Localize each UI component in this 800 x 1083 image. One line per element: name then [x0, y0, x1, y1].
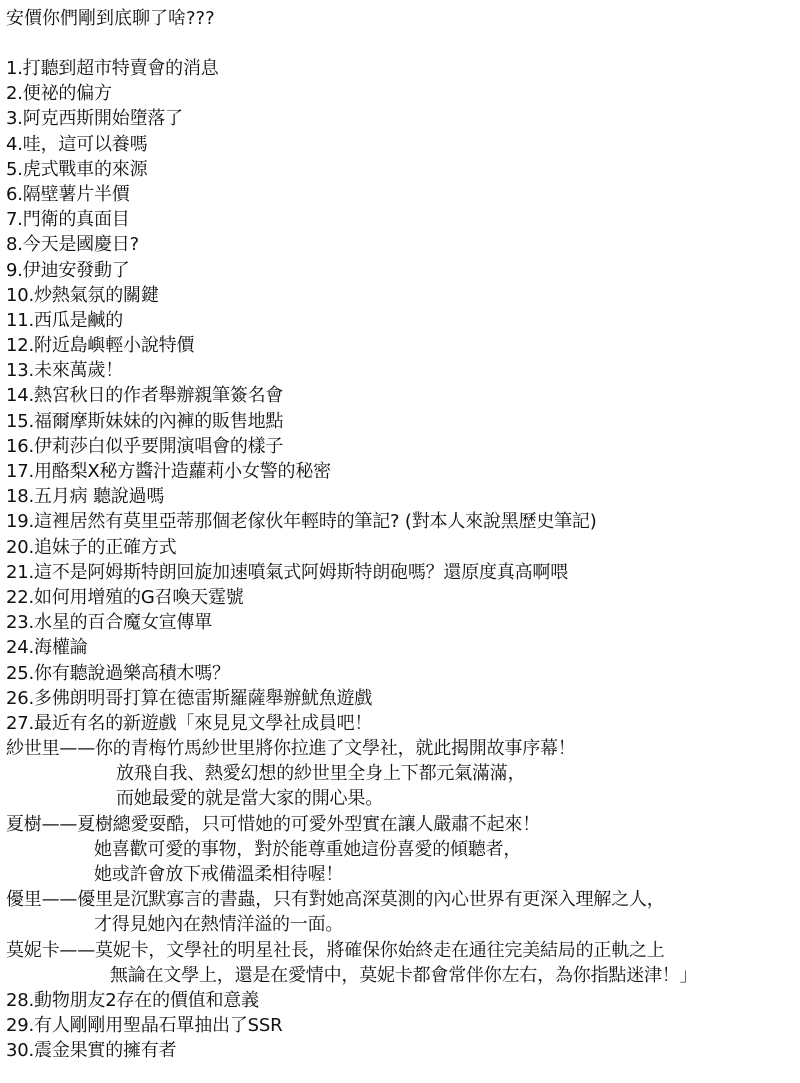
list-item: 16.伊莉莎白似乎要開演唱會的樣子 [6, 435, 284, 457]
list-item: 3.阿克西斯開始墮落了 [6, 108, 183, 130]
list-item: 7.門衛的真面目 [6, 209, 130, 231]
list-item: 12.附近島嶼輕小說特價 [6, 335, 195, 357]
topic-list [6, 56, 800, 1064]
list-item: 25.你有聽說過樂高積木嗎？ [6, 662, 230, 684]
list-item: 13.未來萬歲！ [6, 360, 124, 382]
list-item: 8.今天是國慶日? [6, 234, 139, 256]
character-entry-yuri: 優里——優里是沉默寡言的書蟲，只有對她高深莫測的內心世界有更深入理解之人， [6, 889, 665, 911]
list-item: 21.這不是阿姆斯特朗回旋加速噴氣式阿姆斯特朗砲嗎？還原度真高啊喂 [6, 561, 569, 583]
list-item: 22.如何用增殖的G召喚天霆號 [6, 586, 244, 608]
list-item: 30.震金果實的擁有者 [6, 1040, 177, 1062]
list-item: 19.這裡居然有莫里亞蒂那個老傢伙年輕時的筆記? (對本人來說黑歷史筆記) [6, 511, 597, 533]
list-item: 20.追妹子的正確方式 [6, 536, 177, 558]
character-entry-continuation: 放飛自我、熱愛幻想的紗世里全身上下都元氣滿滿， [116, 763, 526, 785]
list-item: 18.五月病 聽說過嗎 [6, 486, 165, 508]
character-entry-natsuki: 夏樹——夏樹總愛耍酷，只可惜她的可愛外型實在讓人嚴肅不起來！ [6, 813, 540, 835]
list-item: 2.便祕的偏方 [6, 83, 112, 105]
list-item: 24.海權論 [6, 637, 88, 659]
list-item: 28.動物朋友2存在的價值和意義 [6, 989, 259, 1011]
list-item: 14.熱宮秋日的作者舉辦親筆簽名會 [6, 385, 284, 407]
character-entry-monika: 莫妮卡——莫妮卡，文學社的明星社長，將確保你始終走在通往完美結局的正軌之上 [6, 939, 665, 961]
list-item: 17.用酪梨X秘方醬汁造蘿莉小女警的秘密 [6, 461, 331, 482]
list-item: 23.水星的百合魔女宣傳單 [6, 612, 213, 634]
list-item: 11.西瓜是鹹的 [6, 309, 124, 331]
character-entry-sayori: 紗世里——你的青梅竹馬紗世里將你拉進了文學社，就此揭開故事序幕！ [6, 738, 576, 760]
character-entry-continuation: 而她最愛的就是當大家的開心果。 [116, 788, 383, 810]
character-entry-continuation: 才得見她內在熱情洋溢的一面。 [94, 914, 344, 936]
character-entry-continuation: 無論在文學上，還是在愛情中，莫妮卡都會常伴你左右，為你指點迷津！」 [110, 964, 698, 986]
list-item: 4.哇，這可以養嗎 [6, 133, 148, 155]
list-item: 5.虎式戰車的來源 [6, 158, 148, 180]
document-title: 安價你們剛到底聊了啥??? [6, 8, 215, 29]
list-item: 27.最近有名的新遊戲「來見見文學社成員吧！ [6, 712, 373, 734]
list-item: 26.多佛朗明哥打算在德雷斯羅薩舉辦魷魚遊戲 [6, 687, 373, 709]
character-entry-continuation: 她喜歡可愛的事物，對於能尊重她這份喜愛的傾聽者， [94, 838, 522, 860]
list-item: 15.福爾摩斯妹妹的內褲的販售地點 [6, 410, 284, 432]
character-entry-continuation: 她或許會放下戒備溫柔相待喔！ [94, 864, 344, 885]
list-item: 10.炒熱氣氛的關鍵 [6, 284, 159, 306]
list-item: 1.打聽到超市特賣會的消息 [6, 58, 219, 79]
list-item: 9.伊迪安發動了 [6, 259, 130, 281]
list-item: 29.有人剛剛用聖晶石單抽出了SSR [6, 1015, 283, 1037]
list-item: 6.隔壁薯片半價 [6, 183, 130, 205]
